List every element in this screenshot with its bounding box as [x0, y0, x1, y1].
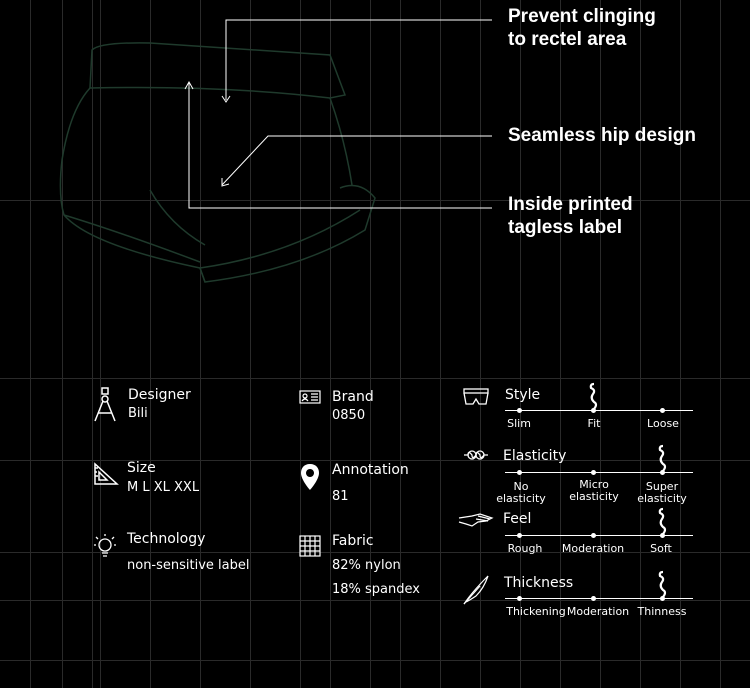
- brand-value: 0850: [332, 408, 366, 423]
- technology-label: Technology: [127, 531, 206, 547]
- elasticity-selector-marker: [657, 444, 669, 472]
- elasticity-tick-1: No elasticity: [496, 480, 546, 505]
- feel-dot-2: [591, 533, 596, 538]
- id-card-icon: [299, 390, 321, 404]
- feel-dot-1: [517, 533, 522, 538]
- map-pin-icon: [300, 463, 320, 491]
- briefs-icon: [463, 388, 489, 406]
- technology-value: non-sensitive label: [127, 558, 250, 573]
- style-tick-1: Slim: [507, 417, 531, 430]
- annotation-value: 81: [332, 489, 349, 504]
- annotation-label: Annotation: [332, 462, 409, 478]
- style-dot-3: [660, 408, 665, 413]
- callout-prevent-clinging: Prevent clinging to rectel area: [508, 6, 656, 50]
- thickness-dot-1: [517, 596, 522, 601]
- feel-tick-3: Soft: [650, 542, 672, 555]
- thickness-tick-1: Thickening: [506, 605, 566, 618]
- size-value: M L XL XXL: [127, 480, 200, 495]
- size-label: Size: [127, 460, 156, 476]
- style-dot-1: [517, 408, 522, 413]
- feel-label: Feel: [503, 511, 532, 527]
- feel-tick-1: Rough: [507, 542, 543, 555]
- style-tick-3: Loose: [647, 417, 679, 430]
- feel-selector-marker: [657, 507, 669, 535]
- thickness-selector-marker: [657, 570, 669, 598]
- thickness-tick-2: Moderation: [566, 605, 630, 618]
- thickness-tick-3: Thinness: [637, 605, 687, 618]
- grid-icon: [299, 535, 321, 557]
- designer-label: Designer: [128, 387, 191, 403]
- fabric-value-spandex: 18% spandex: [332, 582, 420, 597]
- hand-icon: [458, 512, 494, 528]
- elasticity-dot-1: [517, 470, 522, 475]
- callout-seamless-hip: Seamless hip design: [508, 125, 696, 146]
- spring-icon: [463, 448, 489, 462]
- set-square-icon: [93, 462, 119, 486]
- callout-tagless-label: Inside printed tagless label: [508, 194, 633, 238]
- elasticity-tick-3: Super elasticity: [637, 480, 687, 505]
- feel-tick-2: Moderation: [561, 542, 625, 555]
- style-selector-marker: [588, 382, 600, 410]
- fabric-label: Fabric: [332, 533, 374, 549]
- fabric-value-nylon: 82% nylon: [332, 558, 401, 573]
- elasticity-tick-2: Micro elasticity: [569, 478, 619, 503]
- compass-icon: [93, 387, 117, 425]
- feather-icon: [462, 574, 490, 606]
- designer-value: Bili: [128, 406, 148, 421]
- elasticity-dot-2: [591, 470, 596, 475]
- brand-label: Brand: [332, 389, 374, 405]
- style-label: Style: [505, 387, 541, 403]
- thickness-label: Thickness: [504, 575, 574, 591]
- elasticity-label: Elasticity: [503, 448, 567, 464]
- thickness-dot-2: [591, 596, 596, 601]
- lightbulb-icon: [93, 533, 117, 559]
- style-tick-2: Fit: [587, 417, 601, 430]
